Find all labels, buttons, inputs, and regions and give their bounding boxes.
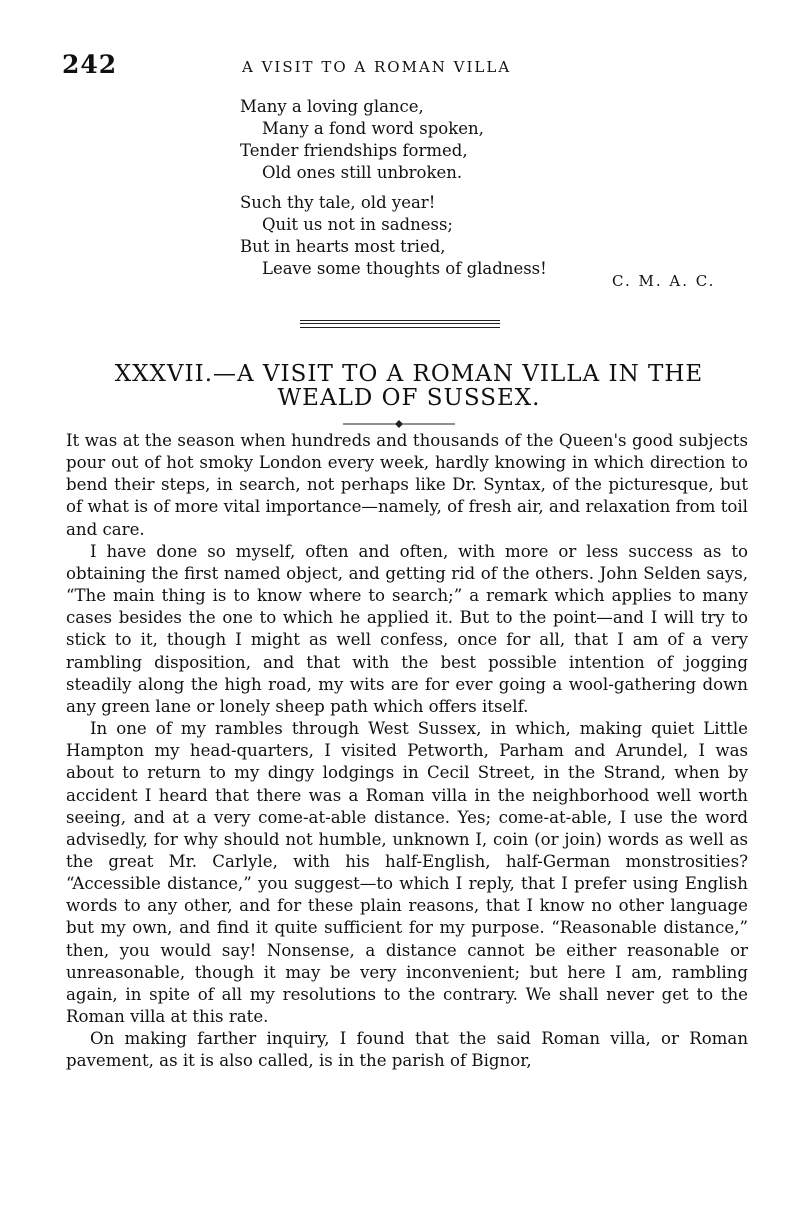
paragraph: I have done so myself, often and often, with more or less success as to obtaining the first named object, and getting rid of the others. John Selden says, “The main thing is to know where to search;” a remark which applies to many cases besides the one to which he applied it. But to the point—and I will try to stick to it, though I might as well confess, once for all, that I am of a very rambling disposition, and that with the best possible intention of jogging steadily along the high road, my wits are for ever going a wool-gathering down any green lane or lonely sheep path which offers itself. bbox=[66, 541, 748, 716]
article-body bbox=[66, 430, 748, 1073]
chapter-heading bbox=[66, 362, 752, 410]
running-title: A VISIT TO A ROMAN VILLA bbox=[242, 58, 512, 76]
section-divider bbox=[300, 320, 500, 328]
poem-line: Such thy tale, old year! bbox=[240, 193, 436, 212]
poem-line: Quit us not in sadness; bbox=[262, 215, 453, 234]
poem-signature: C. M. A. C. bbox=[612, 272, 716, 290]
paragraph: On making farther inquiry, I found that the said Roman villa, or Roman pavement, as it is also called, is in the parish of Bignor, bbox=[66, 1029, 748, 1071]
page-number: 242 bbox=[62, 50, 118, 79]
paragraph: It was at the season when hundreds and thousands of the Queen's good subjects pour out of hot smoky London every week, hardly knowing in which direction to bend their steps, in search, not perhaps like Dr. Syntax, of the picturesque, but of what is of more vital importance—namely, of fresh air, and relaxation from toil and care. bbox=[66, 431, 748, 539]
chapter-heading-line-2: WEALD OF SUSSEX. bbox=[277, 385, 541, 411]
chapter-heading-line-1: XXXVII.—A VISIT TO A ROMAN VILLA IN THE bbox=[114, 361, 704, 387]
poem-stanza bbox=[240, 96, 740, 184]
poem-line: Old ones still unbroken. bbox=[262, 163, 463, 182]
poem bbox=[240, 96, 740, 288]
poem-line: But in hearts most tried, bbox=[240, 237, 446, 256]
paragraph: In one of my rambles through West Sussex, in which, making quiet Little Hampton my head-quarters, I visited Petworth, Parham and Arundel, I was about to return to my dingy lodgings in Cecil Street, in the Strand, when by accident I heard that there was a Roman villa in the neighborhood well worth seeing, and at a very come-at-able distance. Yes; come-at-able, I use the word advisedly, for why should not humble, unknown I, coin (or join) words as well as the great Mr. Carlyle, with his half-English, half-German monstrosities? “Accessible distance,” you suggest—to which I reply, that I prefer using English words to any other, and for these plain reasons, that I know no other language but my own, and find it quite sufficient for my purpose. “Reasonable distance,” then, you would say! Nonsense, a distance cannot be either reasonable or unreasonable, though it may be very inconvenient; but here I am, rambling again, in spite of all my resolutions to the contrary. We shall never get to the Roman villa at this rate. bbox=[66, 719, 748, 1027]
divider-rule bbox=[300, 323, 500, 324]
running-header bbox=[62, 50, 752, 78]
poem-line: Many a loving glance, bbox=[240, 97, 424, 116]
poem-stanza bbox=[240, 192, 740, 280]
poem-line: Leave some thoughts of gladness! bbox=[262, 259, 547, 278]
poem-line: Many a fond word spoken, bbox=[262, 119, 484, 138]
diamond-ornament-icon bbox=[343, 420, 455, 428]
poem-line: Tender friendships formed, bbox=[240, 141, 468, 160]
